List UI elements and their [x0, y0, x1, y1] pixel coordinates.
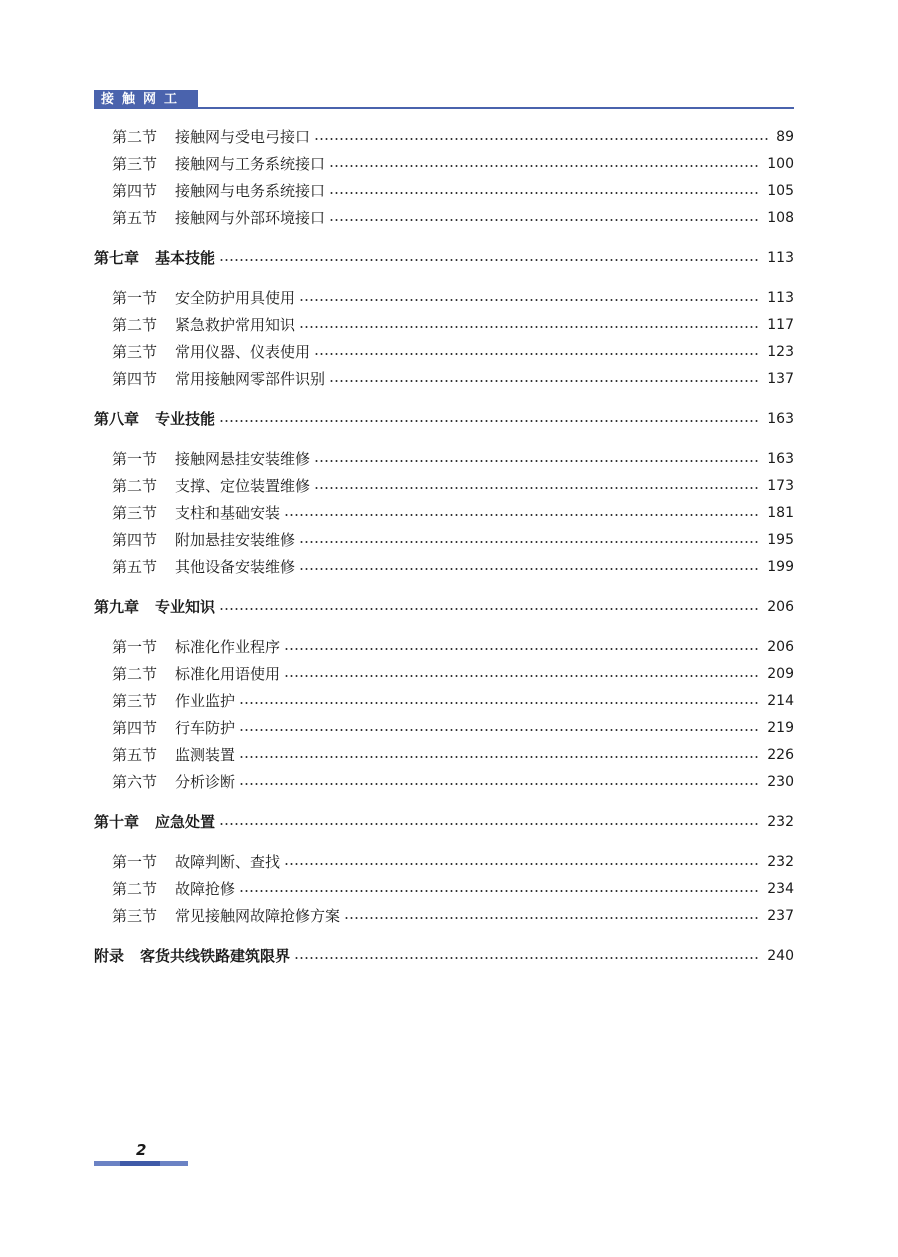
dot-leader: [299, 568, 759, 570]
toc-entry-page: 232: [767, 814, 794, 830]
toc-entry-title: 接触网与外部环境接口: [175, 209, 326, 227]
toc-entry-title: 常见接触网故障抢修方案: [175, 907, 341, 925]
toc-entry-number: 第四节: [112, 370, 158, 388]
toc-entry-title: 安全防护用具使用: [175, 289, 296, 307]
toc-entry-title: 常用仪器、仪表使用: [175, 343, 311, 361]
toc-entry-title: 标准化用语使用: [175, 665, 281, 683]
toc-entry-number: 第三节: [112, 692, 158, 710]
toc-section-row[interactable]: [0, 744, 898, 766]
toc-chapter-row[interactable]: [0, 247, 898, 269]
toc-section-row[interactable]: [0, 905, 898, 927]
toc-entry-title: 支撑、定位装置维修: [175, 477, 311, 495]
dot-leader: [294, 957, 759, 959]
toc-section-row[interactable]: [0, 878, 898, 900]
toc-entry-number: 第四节: [112, 531, 158, 549]
toc-entry-page: 206: [767, 599, 794, 615]
dot-leader: [284, 863, 759, 865]
toc-entry-number: 第三节: [112, 343, 158, 361]
toc-entry-title: 行车防护: [175, 719, 236, 737]
toc-entry-number: 附录: [94, 947, 125, 965]
toc-entry-page: 232: [767, 854, 794, 870]
dot-leader: [314, 487, 759, 489]
toc-entry-number: 第二节: [112, 316, 158, 334]
toc-entry-number: 第十章: [94, 813, 140, 831]
toc-section-row[interactable]: [0, 126, 898, 148]
toc-chapter-row[interactable]: [0, 408, 898, 430]
toc-entry-number: 第二节: [112, 128, 158, 146]
toc-chapter-row[interactable]: [0, 811, 898, 833]
toc-entry-number: 第五节: [112, 558, 158, 576]
toc-entry-title: 专业技能: [155, 410, 216, 428]
toc-section-row[interactable]: [0, 153, 898, 175]
toc-entry-page: 237: [767, 908, 794, 924]
toc-entry-number: 第九章: [94, 598, 140, 616]
toc-entry-page: 123: [767, 344, 794, 360]
toc-entry-page: 117: [767, 317, 794, 333]
toc-section-row[interactable]: [0, 636, 898, 658]
toc-entry-title: 接触网与工务系统接口: [175, 155, 326, 173]
toc-section-row[interactable]: [0, 663, 898, 685]
toc-entry-page: 163: [767, 411, 794, 427]
toc-entry-page: 240: [767, 948, 794, 964]
dot-leader: [329, 219, 759, 221]
dot-leader: [329, 192, 759, 194]
toc-entry-number: 第一节: [112, 450, 158, 468]
toc-section-row[interactable]: [0, 529, 898, 551]
dot-leader: [344, 917, 759, 919]
dot-leader: [329, 380, 759, 382]
toc-entry-title: 故障抢修: [175, 880, 236, 898]
toc-entry-title: 附加悬挂安装维修: [175, 531, 296, 549]
dot-leader: [284, 514, 759, 516]
dot-leader: [239, 783, 759, 785]
toc-entry-title: 常用接触网零部件识别: [175, 370, 326, 388]
toc-entry-number: 第二节: [112, 477, 158, 495]
toc-section-row[interactable]: [0, 368, 898, 390]
toc-appendix-row[interactable]: [0, 945, 898, 967]
book-title-tab: 接触网工: [94, 90, 198, 109]
footer-bar-right: [160, 1161, 188, 1166]
toc-entry-page: 181: [767, 505, 794, 521]
toc-section-row[interactable]: [0, 180, 898, 202]
footer-bar-left: [94, 1161, 120, 1166]
toc-entry-page: 234: [767, 881, 794, 897]
toc-entry-number: 第二节: [112, 665, 158, 683]
toc-entry-page: 163: [767, 451, 794, 467]
toc-section-row[interactable]: [0, 556, 898, 578]
toc-section-row[interactable]: [0, 207, 898, 229]
dot-leader: [299, 541, 759, 543]
toc-entry-page: 206: [767, 639, 794, 655]
toc-entry-page: 113: [767, 290, 794, 306]
toc-section-row[interactable]: [0, 314, 898, 336]
dot-leader: [239, 890, 759, 892]
toc-entry-number: 第四节: [112, 182, 158, 200]
toc-entry-title: 接触网与电务系统接口: [175, 182, 326, 200]
toc-entry-title: 其他设备安装维修: [175, 558, 296, 576]
toc-section-row[interactable]: [0, 851, 898, 873]
toc-entry-number: 第一节: [112, 289, 158, 307]
toc-entry-number: 第三节: [112, 907, 158, 925]
toc-entry-title: 支柱和基础安装: [175, 504, 281, 522]
dot-leader: [329, 165, 759, 167]
toc-entry-title: 专业知识: [155, 598, 216, 616]
dot-leader: [219, 608, 759, 610]
toc-section-row[interactable]: [0, 448, 898, 470]
dot-leader: [239, 729, 759, 731]
toc-entry-title: 分析诊断: [175, 773, 236, 791]
toc-entry-number: 第六节: [112, 773, 158, 791]
dot-leader: [284, 648, 759, 650]
toc-entry-number: 第二节: [112, 880, 158, 898]
dot-leader: [299, 326, 759, 328]
dot-leader: [314, 353, 759, 355]
dot-leader: [219, 823, 759, 825]
toc-section-row[interactable]: [0, 287, 898, 309]
dot-leader: [299, 299, 759, 301]
toc-entry-page: 173: [767, 478, 794, 494]
toc-section-row[interactable]: [0, 771, 898, 793]
dot-leader: [284, 675, 759, 677]
toc-entry-page: 214: [767, 693, 794, 709]
dot-leader: [314, 138, 768, 140]
toc-entry-number: 第七章: [94, 249, 140, 267]
header-rule: [94, 107, 794, 109]
toc-entry-title: 紧急救护常用知识: [175, 316, 296, 334]
toc-entry-page: 209: [767, 666, 794, 682]
toc-entry-page: 108: [767, 210, 794, 226]
toc-entry-number: 第五节: [112, 746, 158, 764]
toc-entry-page: 195: [767, 532, 794, 548]
toc-entry-page: 105: [767, 183, 794, 199]
toc-entry-number: 第一节: [112, 853, 158, 871]
toc-section-row[interactable]: [0, 717, 898, 739]
toc-section-row[interactable]: [0, 690, 898, 712]
toc-chapter-row[interactable]: [0, 596, 898, 618]
footer-bar-center: [120, 1161, 160, 1166]
dot-leader: [219, 259, 759, 261]
toc-entry-page: 137: [767, 371, 794, 387]
toc-entry-title: 接触网悬挂安装维修: [175, 450, 311, 468]
toc-entry-title: 应急处置: [155, 813, 216, 831]
toc-entry-title: 基本技能: [155, 249, 216, 267]
toc-entry-number: 第一节: [112, 638, 158, 656]
dot-leader: [239, 702, 759, 704]
toc-entry-number: 第三节: [112, 504, 158, 522]
toc-entry-page: 199: [767, 559, 794, 575]
toc-entry-title: 作业监护: [175, 692, 236, 710]
toc-section-row[interactable]: [0, 475, 898, 497]
dot-leader: [219, 420, 759, 422]
toc-entry-title: 客货共线铁路建筑限界: [140, 947, 291, 965]
toc-entry-page: 89: [776, 129, 794, 145]
dot-leader: [239, 756, 759, 758]
toc-entry-title: 监测装置: [175, 746, 236, 764]
toc-entry-page: 219: [767, 720, 794, 736]
toc-entry-page: 113: [767, 250, 794, 266]
page-number: 2: [136, 1141, 147, 1159]
toc-entry-page: 230: [767, 774, 794, 790]
toc-entry-number: 第四节: [112, 719, 158, 737]
toc-entry-page: 100: [767, 156, 794, 172]
toc-entry-page: 226: [767, 747, 794, 763]
toc-section-row[interactable]: [0, 341, 898, 363]
toc-entry-title: 故障判断、查找: [175, 853, 281, 871]
toc-entry-number: 第五节: [112, 209, 158, 227]
toc-entry-number: 第八章: [94, 410, 140, 428]
toc-entry-title: 接触网与受电弓接口: [175, 128, 311, 146]
toc-section-row[interactable]: [0, 502, 898, 524]
toc-entry-title: 标准化作业程序: [175, 638, 281, 656]
dot-leader: [314, 460, 759, 462]
toc-entry-number: 第三节: [112, 155, 158, 173]
